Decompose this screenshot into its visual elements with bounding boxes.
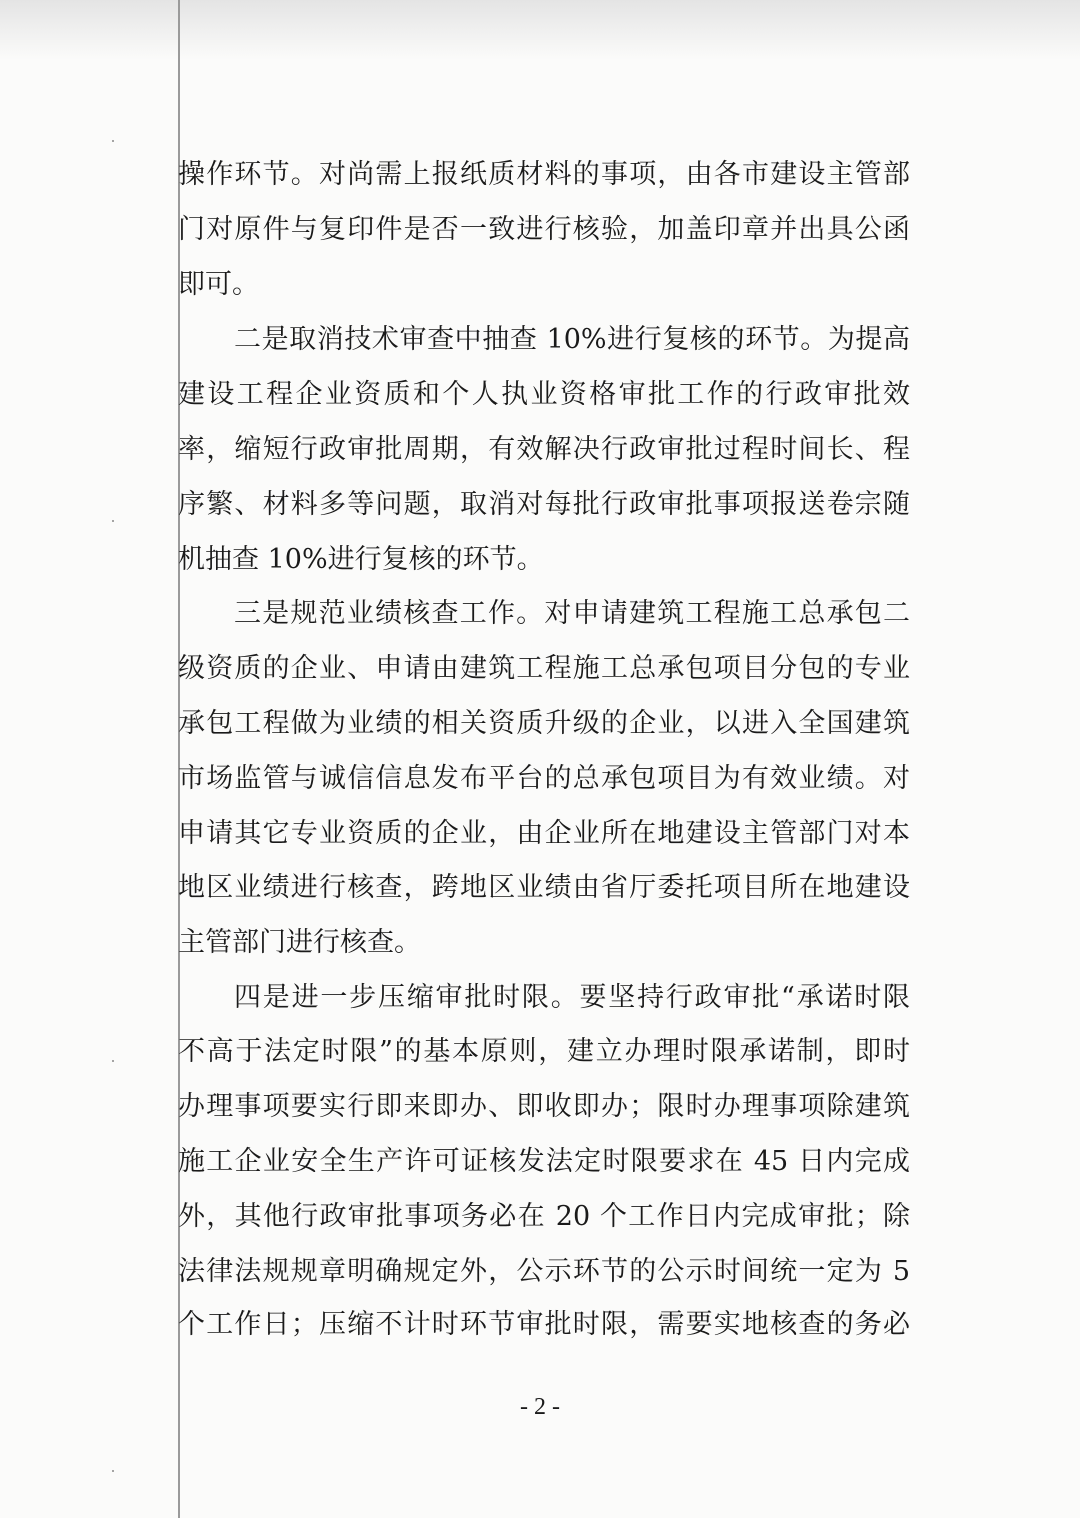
text-line: 个工作日；压缩不计时环节审批时限，需要实地核查的务必 bbox=[178, 1309, 910, 1340]
text-line: 序繁、材料多等问题，取消对每批行政审批事项报送卷宗随 bbox=[178, 489, 910, 520]
scan-mark bbox=[112, 140, 114, 142]
text-line: 地区业绩进行核查，跨地区业绩由省厅委托项目所在地建设 bbox=[178, 872, 910, 903]
text-line: 操作环节。对尚需上报纸质材料的事项，由各市建设主管部 bbox=[178, 159, 910, 190]
scan-mark bbox=[112, 1470, 114, 1472]
scan-mark bbox=[112, 1060, 114, 1062]
text-line: 外，其他行政审批事项务必在 20 个工作日内完成审批；除 bbox=[178, 1201, 910, 1232]
text-line: 率，缩短行政审批周期，有效解决行政审批过程时间长、程 bbox=[178, 434, 910, 465]
text-line: 承包工程做为业绩的相关资质升级的企业，以进入全国建筑 bbox=[178, 708, 910, 739]
text-line: 主管部门进行核查。 bbox=[178, 927, 421, 958]
scan-mark bbox=[112, 520, 114, 522]
text-line: 市场监管与诚信信息发布平台的总承包项目为有效业绩。对 bbox=[178, 763, 910, 794]
scan-shadow bbox=[0, 0, 1080, 60]
page-number: - 2 - bbox=[520, 1394, 560, 1420]
text-line: 级资质的企业、申请由建筑工程施工总承包项目分包的专业 bbox=[178, 653, 910, 684]
text-line: 建设工程企业资质和个人执业资格审批工作的行政审批效 bbox=[178, 379, 910, 410]
paragraph-heading-2: 二是取消技术审查中抽查 10%进行复核的环节。为提高 bbox=[234, 324, 910, 355]
text-line: 办理事项要实行即来即办、即收即办；限时办理事项除建筑 bbox=[178, 1091, 910, 1122]
text-line: 施工企业安全生产许可证核发法定时限要求在 45 日内完成 bbox=[178, 1146, 910, 1177]
text-line: 即可。 bbox=[178, 269, 259, 300]
paragraph-heading-4: 四是进一步压缩审批时限。要坚持行政审批“承诺时限 bbox=[234, 982, 910, 1013]
text-line: 法律法规规章明确规定外，公示环节的公示时间统一定为 5 bbox=[178, 1256, 910, 1287]
text-line: 申请其它专业资质的企业，由企业所在地建设主管部门对本 bbox=[178, 818, 910, 849]
text-line: 机抽查 10%进行复核的环节。 bbox=[178, 544, 544, 575]
text-line: 门对原件与复印件是否一致进行核验，加盖印章并出具公函 bbox=[178, 214, 910, 245]
text-line: 不高于法定时限”的基本原则，建立办理时限承诺制，即时 bbox=[178, 1036, 910, 1067]
paragraph-heading-3: 三是规范业绩核查工作。对申请建筑工程施工总承包二 bbox=[234, 598, 910, 629]
